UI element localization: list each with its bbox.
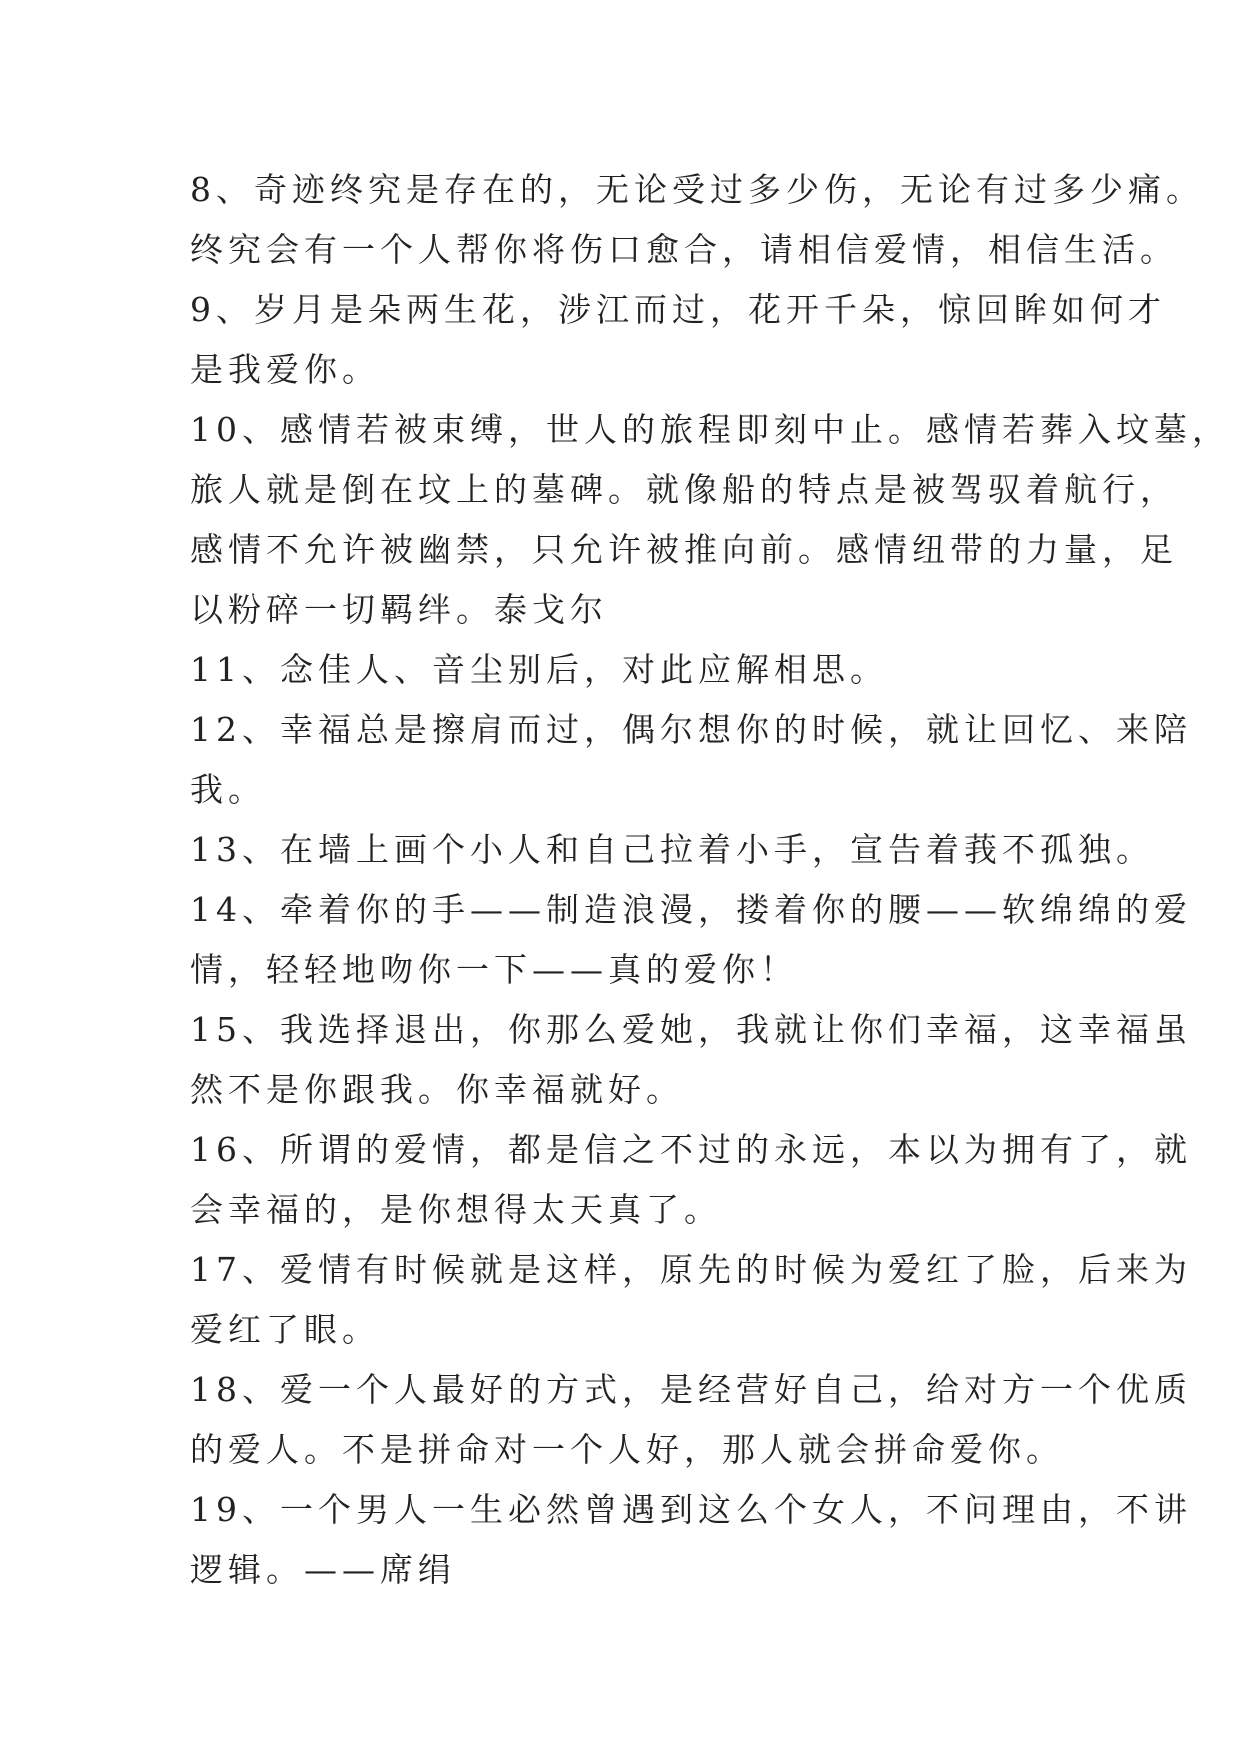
text-line: 我。 [190, 770, 266, 809]
paragraph [190, 280, 1166, 400]
text-line: 10、感情若被束缚，世人的旅程即刻中止。感情若葬入坟墓， [190, 410, 1230, 449]
text-line: 16、所谓的爱情，都是信之不过的永远，本以为拥有了，就 [190, 1130, 1192, 1169]
paragraph [190, 820, 1154, 880]
paragraph [190, 700, 1192, 820]
text-line: 12、幸福总是擦肩而过，偶尔想你的时候，就让回忆、来陪 [190, 710, 1192, 749]
text-line: 9、岁月是朵两生花，涉江而过，花开千朵，惊回眸如何才 [190, 290, 1166, 329]
paragraph [190, 160, 1204, 280]
text-line: 逻辑。——席绢 [190, 1550, 456, 1589]
text-line: 8、奇迹终究是存在的，无论受过多少伤，无论有过多少痛。 [190, 170, 1204, 209]
text-line: 11、念佳人、音尘别后，对此应解相思。 [190, 650, 888, 689]
paragraph [190, 1000, 1192, 1120]
text-line: 13、在墙上画个小人和自己拉着小手，宣告着莪不孤独。 [190, 830, 1154, 869]
text-line: 旅人就是倒在坟上的墓碑。就像船的特点是被驾驭着航行， [190, 470, 1178, 509]
paragraph [190, 640, 1060, 700]
text-line: 17、爱情有时候就是这样，原先的时候为爱红了脸，后来为 [190, 1250, 1192, 1289]
text-line: 15、我选择退出，你那么爱她，我就让你们幸福，这幸福虽 [190, 1010, 1192, 1049]
text-line: 19、一个男人一生必然曾遇到这么个女人，不问理由，不讲 [190, 1490, 1192, 1529]
text-line: 18、爱一个人最好的方式，是经营好自己，给对方一个优质 [190, 1370, 1192, 1409]
text-line: 情，轻轻地吻你一下——真的爱你！ [190, 950, 798, 989]
paragraph [190, 1240, 1192, 1360]
text-line: 会幸福的，是你想得太天真了。 [190, 1190, 722, 1229]
paragraph [190, 400, 1230, 640]
text-line: 然不是你跟我。你幸福就好。 [190, 1070, 684, 1109]
document-body [190, 160, 1230, 1600]
text-line: 是我爱你。 [190, 350, 380, 389]
paragraph [190, 1360, 1192, 1480]
text-line: 感情不允许被幽禁，只允许被推向前。感情纽带的力量，足 [190, 530, 1178, 569]
paragraph [190, 1480, 1192, 1600]
paragraph [190, 880, 1192, 1000]
text-line: 终究会有一个人帮你将伤口愈合，请相信爱情，相信生活。 [190, 230, 1178, 269]
text-line: 14、牵着你的手——制造浪漫，搂着你的腰——软绵绵的爱 [190, 890, 1192, 929]
text-line: 的爱人。不是拼命对一个人好，那人就会拼命爱你。 [190, 1430, 1064, 1469]
text-line: 以粉碎一切羁绊。泰戈尔 [190, 590, 608, 629]
text-line: 爱红了眼。 [190, 1310, 380, 1349]
paragraph [190, 1120, 1192, 1240]
